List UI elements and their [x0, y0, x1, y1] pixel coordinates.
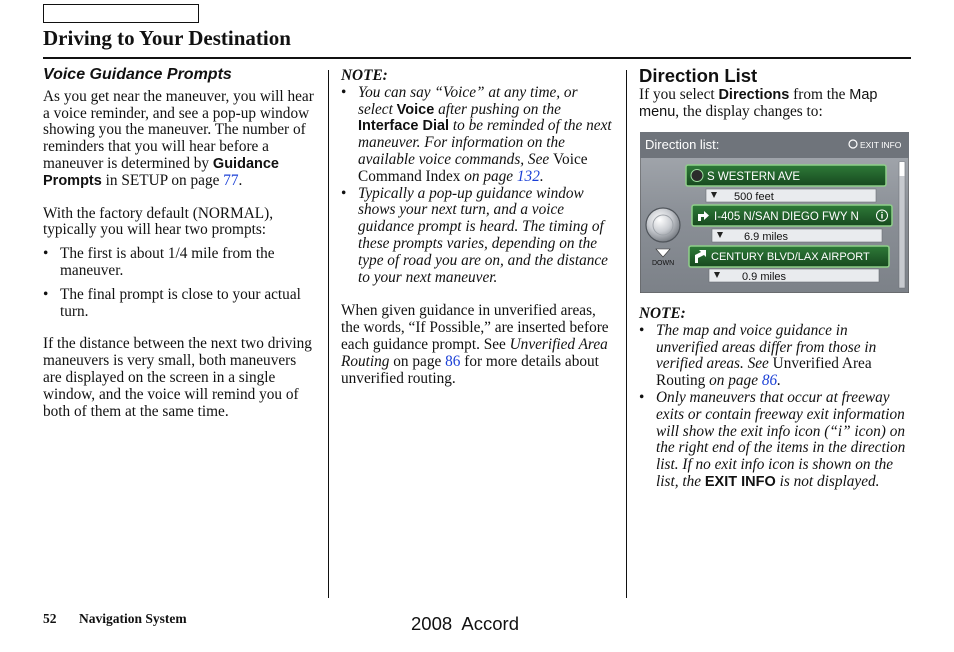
distance: 6.9 miles: [744, 231, 789, 243]
page-number: 52: [43, 611, 57, 626]
destination-flag-icon: [691, 170, 703, 182]
link-page-77[interactable]: 77: [223, 171, 239, 189]
footer-model: 2008 Accord: [411, 613, 519, 634]
direction-row-3[interactable]: [689, 246, 889, 267]
keyword-interface-dial: Interface Dial: [358, 118, 450, 135]
distance: 0.9 miles: [742, 271, 787, 283]
distance-row-2: [712, 229, 882, 243]
right-column: [639, 65, 911, 120]
screen-scrollbar[interactable]: [899, 162, 905, 288]
keyword-voice: Voice: [396, 101, 435, 118]
list-item: • The first is about 1/4 mile from the maneuver.: [43, 246, 318, 280]
scroll-thumb[interactable]: [900, 162, 905, 176]
keyword-directions: Directions: [718, 86, 790, 103]
note-heading: NOTE:: [341, 67, 388, 84]
distance-row-3: [709, 269, 879, 283]
interface-dial-knob[interactable]: [646, 208, 680, 242]
right-intro: If you select Directions from the Map menu, the display changes to:: [639, 85, 878, 120]
section-tab-box: [43, 4, 199, 23]
right-notes: [639, 306, 911, 491]
left-column: [43, 67, 318, 420]
road-name: CENTURY BLVD/LAX AIRPORT: [711, 251, 870, 263]
left-para-3: If the distance between the next two driving maneuvers is very small, both maneuvers are displayed on the screen in a single window, and the voice will remind you of both of them at the same time.: [43, 335, 312, 420]
list-item: • Only maneuvers that occur at freeway exits or contain freeway exit information will show the exit info icon (“i” icon) on the right end of the items in the direction list. If no exit info icon is shown on the list, the EXIT INFO is not displayed.: [639, 390, 911, 491]
keyword-map-menu: Map menu: [639, 86, 878, 120]
list-item: • The map and voice guidance in unverified areas differ from those in verified areas. See Unverified Area Routing on page 86.: [639, 323, 911, 390]
direction-row-2[interactable]: [692, 205, 892, 226]
distance: 500 feet: [734, 191, 774, 203]
footer-section: Navigation System: [79, 611, 187, 626]
note-list: [341, 85, 614, 287]
keyword-exit-info: EXIT INFO: [704, 473, 776, 490]
direction-row-1[interactable]: [686, 165, 886, 186]
direction-list-heading: Direction List: [639, 65, 758, 86]
distance-row-1: [706, 189, 876, 203]
link-page-132[interactable]: 132: [516, 167, 540, 185]
prompt-list: [43, 246, 318, 320]
road-name: I-405 N/SAN DIEGO FWY N: [714, 211, 859, 223]
note-heading: NOTE:: [639, 305, 686, 322]
list-item: • You can say “Voice” at any time, or select Voice after pushing on the Interface Dial to be reminded of the next maneuver. For information on the available voice commands, See Voice Command Index on page 132.: [341, 85, 614, 186]
down-label: DOWN: [652, 260, 675, 267]
link-page-86[interactable]: 86: [445, 352, 461, 370]
voice-guidance-heading: Voice Guidance Prompts: [43, 66, 232, 83]
keyword-guidance-prompts: Guidance Prompts: [43, 155, 279, 189]
middle-column: [341, 68, 614, 387]
left-para-2: With the factory default (NORMAL), typically you will hear two prompts:: [43, 204, 274, 239]
link-page-86[interactable]: 86: [761, 372, 778, 390]
list-item: • The final prompt is close to your actual turn.: [43, 287, 318, 321]
middle-para: When given guidance in unverified areas, the words, “If Possible,” are inserted before each guidance prompt. See Unverified Area Routing on page 86 for more details about unverified routing.: [341, 302, 609, 387]
list-item: • Typically a pop-up guidance window shows your next turn, and a voice guidance prompt is heard. The timing of these prompts varies, depending on the type of road you are on, and the distance to your next maneuver.: [341, 186, 614, 287]
column-divider-left: [328, 70, 329, 598]
note-list: [639, 323, 911, 491]
direction-list-screen: [640, 132, 909, 293]
left-para-1: As you get near the maneuver, you will hear a voice reminder, and see a pop-up window showing you the maneuver. The number of reminders that you will hear before a maneuver is determined by Guidance Prompts in SETUP on page 77.: [43, 87, 314, 189]
screen-title: Direction list:: [645, 137, 720, 152]
column-divider-right: [626, 70, 627, 598]
page-title: Driving to Your Destination: [43, 26, 291, 50]
road-name: S WESTERN AVE: [707, 171, 801, 183]
header-rule: [43, 57, 911, 59]
exit-info-label: EXIT INFO: [860, 140, 902, 150]
